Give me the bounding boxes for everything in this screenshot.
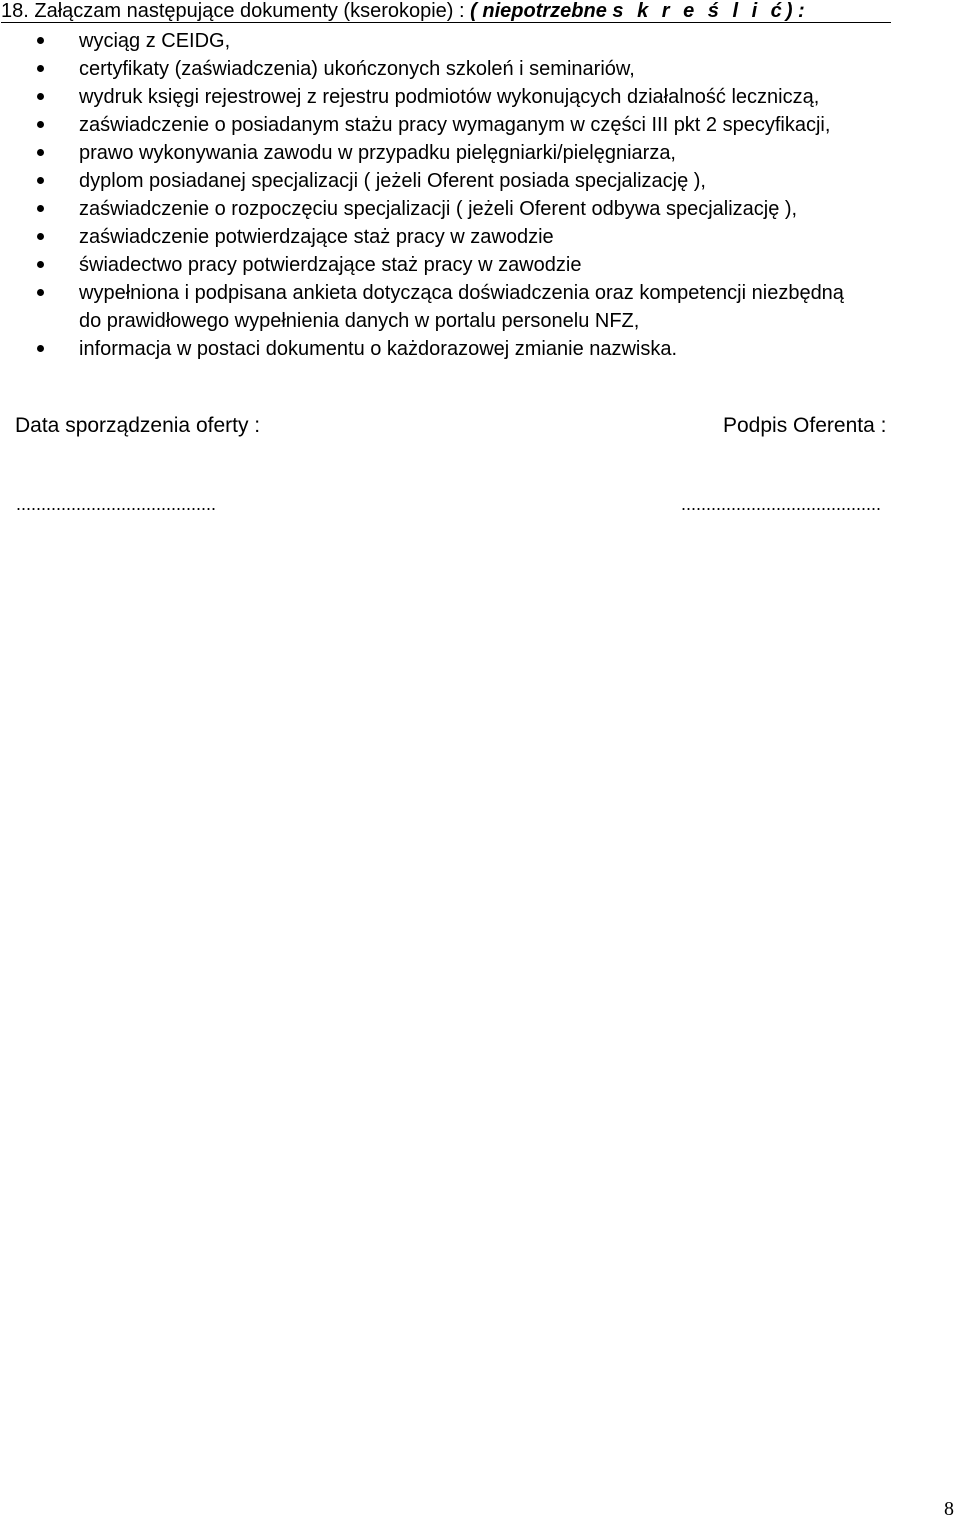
date-label: Data sporządzenia oferty : (15, 414, 261, 437)
bullet-icon (37, 233, 44, 240)
note-strike: s k r e ś l i ć (612, 0, 786, 22)
list-item: zaświadczenie potwierdzające staż pracy w zawodzie (0, 223, 960, 251)
bullet-icon (37, 93, 44, 100)
list-item: prawo wykonywania zawodu w przypadku pielęgniarki/pielęgniarza, (0, 139, 960, 167)
note-close: ) : (785, 0, 805, 22)
bullet-icon (37, 261, 44, 268)
list-item: świadectwo pracy potwierdzające staż pracy w zawodzie (0, 251, 960, 279)
bullet-icon (37, 37, 44, 44)
list-item: zaświadczenie o posiadanym stażu pracy wymaganym w części III pkt 2 specyfikacji, (0, 111, 960, 139)
list-item: dyplom posiadanej specjalizacji ( jeżeli Oferent posiada specjalizację ), (0, 167, 960, 195)
signature-dots: ........................................ (681, 494, 882, 514)
section-heading (1, 0, 891, 23)
bullet-icon (37, 121, 44, 128)
list-item: informacja w postaci dokumentu o każdorazowej zmianie nazwiska. (0, 335, 960, 363)
bullet-icon (37, 65, 44, 72)
bullet-icon (37, 345, 44, 352)
list-item-continuation: do prawidłowego wypełnienia danych w portalu personelu NFZ, (79, 310, 640, 332)
bullet-icon (37, 205, 44, 212)
document-list (0, 27, 960, 363)
section-number: 18. (1, 0, 29, 22)
date-dots: ........................................ (16, 494, 217, 514)
list-item: zaświadczenie o rozpoczęciu specjalizacji ( jeżeli Oferent odbywa specjalizację ), (0, 195, 960, 223)
list-item: wydruk księgi rejestrowej z rejestru podmiotów wykonujących działalność leczniczą, (0, 83, 960, 111)
list-item: wyciąg z CEIDG, (0, 27, 960, 55)
list-item: wypełniona i podpisana ankieta dotycząca doświadczenia oraz kompetencji niezbędną (0, 279, 960, 307)
note-open: ( niepotrzebne (470, 0, 607, 22)
bullet-icon (37, 177, 44, 184)
bullet-icon (37, 289, 44, 296)
section-heading-text: Załączam następujące dokumenty (kserokopie) : (34, 0, 465, 22)
signature-label: Podpis Oferenta : (723, 414, 887, 437)
list-item: certyfikaty (zaświadczenia) ukończonych szkoleń i seminariów, (0, 55, 960, 83)
page-number: 8 (944, 1498, 954, 1520)
bullet-icon (37, 149, 44, 156)
